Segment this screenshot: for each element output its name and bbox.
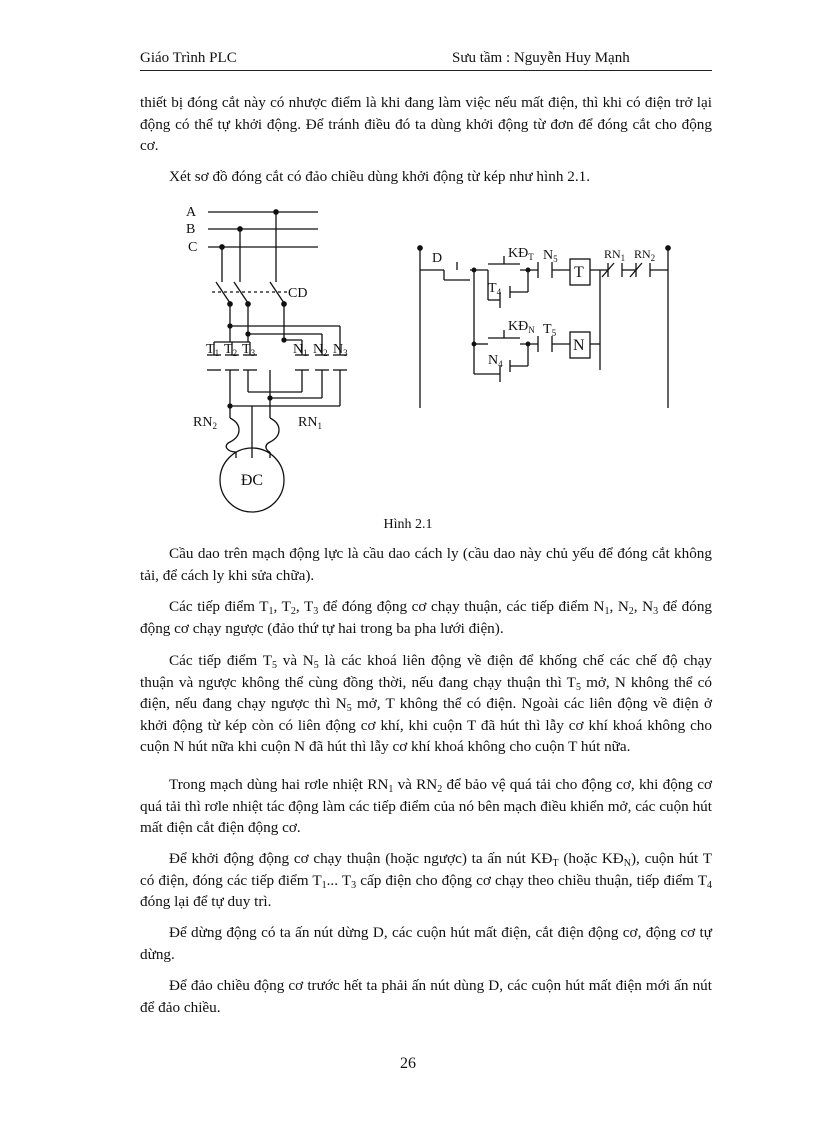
label-motor: ĐC [240, 472, 264, 489]
label-interlock-t5: $T_5$ [543, 322, 557, 338]
label-start-reverse: $KĐ_N$ [508, 319, 535, 335]
label-contact-n2: $N_2$ [313, 342, 328, 358]
circuit-figure [0, 195, 816, 515]
label-phase-c: C [188, 240, 198, 255]
header-title: Giáo Trình PLC [140, 50, 237, 66]
label-hold-t4: $T_4$ [488, 281, 502, 297]
label-coil-forward: T [574, 264, 584, 281]
label-interlock-n5: $N_5$ [543, 248, 558, 264]
label-phase-b: B [186, 222, 196, 237]
paragraph-3: Cầu dao trên mạch động lực là cầu dao cách ly (cầu dao này chủ yếu để đóng cắt không tải, để cách ly khi sửa chữa). [140, 545, 712, 584]
label-contact-t3: $T_3$ [242, 342, 256, 358]
label-contact-t1: $T_1$ [206, 342, 220, 358]
label-contact-t2: $T_2$ [224, 342, 238, 358]
figure-caption: Hình 2.1 [383, 517, 433, 532]
label-switch: CD [288, 286, 308, 301]
paragraph-5: Các tiếp điểm $T_5$ và $N_5$ là các khoá liên động về điện để khống chế các chế độ chạy thuận và ngược không thể cùng đồng thời, nếu đang chạy thuận thì $T_5$ mở, N không thể có điện, nếu đang chạy ngược thì $N_5$ mở, T không thể có điện. Ngoài các liên động về điện ở khởi động từ kép còn có liên động cơ khí, khi cuộn T đã hút thì lẫy cơ khí khoá không cho cuộn N hút nữa khi cuộn N đã hút thì lẫy cơ khí khoá không cho cuộn T hút nữa. [140, 652, 712, 755]
paragraph-2: Xét sơ đồ đóng cắt có đảo chiều dùng khởi động từ kép như hình 2.1. [169, 168, 591, 185]
label-phase-a: A [186, 205, 197, 220]
paragraph-7: Để khởi động động cơ chạy thuận (hoặc ngược) ta ấn nút $KĐ_T$ (hoặc $KĐ_N$), cuộn hút T có điện, đóng các tiếp điểm $T_1$... $T_3$ cấp điện cho động cơ chạy theo chiều thuận, tiếp điểm $T_4$ đóng lại để tự duy trì. [140, 850, 712, 910]
label-contact-n3: $N_3$ [333, 342, 348, 358]
label-coil-reverse: N [573, 337, 585, 354]
power-circuit [207, 210, 347, 512]
header-author: Sưu tầm : Nguyễn Huy Mạnh [452, 50, 630, 66]
paragraph-4: Các tiếp điểm $T_1$, $T_2$, $T_3$ để đóng động cơ chạy thuận, các tiếp điểm $N_1$, $N_2$, $N_3$ để đóng động cơ chạy ngược (đảo thứ tự hai trong ba pha lưới điện). [140, 598, 713, 637]
page-number: 26 [400, 1055, 416, 1072]
label-hold-n4: $N_4$ [488, 353, 503, 369]
label-relay-rn2: $RN_2$ [193, 415, 217, 431]
page-header [140, 50, 712, 71]
label-overload-rn2: $RN_2$ [634, 247, 656, 263]
knife-switch [212, 282, 290, 306]
label-stop: D [432, 251, 443, 266]
paragraph-6: Trong mạch dùng hai rơle nhiệt $RN_1$ và $RN_2$ để bảo vệ quá tải cho động cơ, khi động cơ quá tải thì rơle nhiệt tác động làm các tiếp điểm của nó bên mạch điều khiển mở, các cuộn hút mất điện cắt điện động cơ. [140, 776, 712, 836]
label-start-forward: $KĐ_T$ [508, 246, 534, 262]
label-overload-rn1: $RN_1$ [604, 247, 626, 263]
paragraph-8: Để dừng động có ta ấn nút dừng D, các cuộn hút mất điện, cắt điện động cơ, động cơ tự dừng. [140, 924, 712, 963]
label-contact-n1: $N_1$ [293, 342, 308, 358]
paragraph-1: thiết bị đóng cắt này có nhược điểm là khi đang làm việc nếu mất điện, thì khi có điện trở lại động có thể tự khởi động. Để tránh điều đó ta dùng khởi động từ đơn để đóng cắt cho động cơ. [140, 94, 712, 154]
paragraph-9: Để đảo chiều động cơ trước hết ta phải ấn nút dùng D, các cuộn hút mất điện mới ấn nút để đảo chiều. [140, 977, 712, 1016]
label-relay-rn1: $RN_1$ [298, 415, 322, 431]
